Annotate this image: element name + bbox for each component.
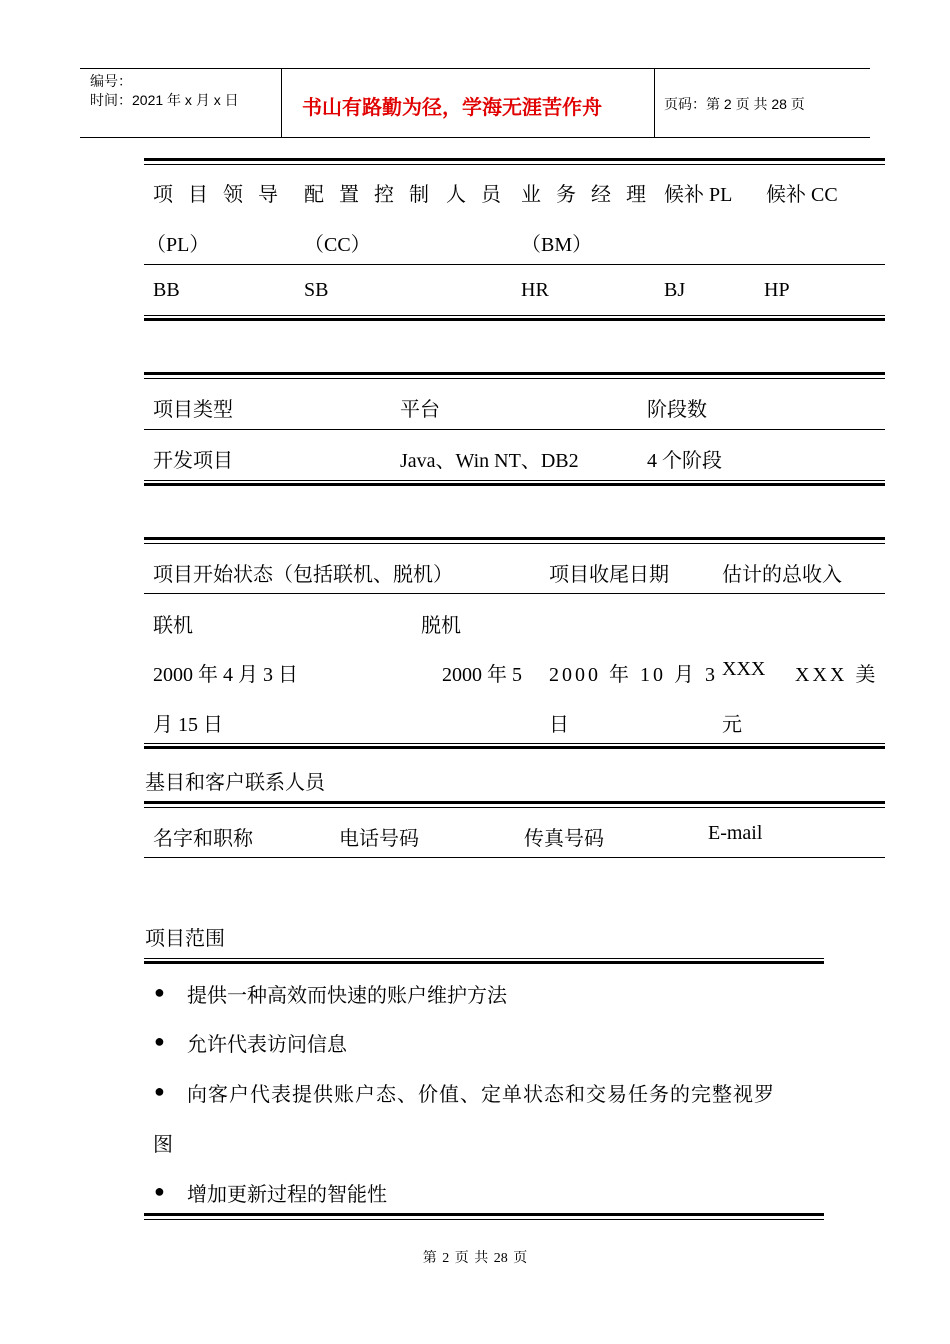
role-name: HP <box>764 279 790 301</box>
scope-rule <box>144 958 824 959</box>
table-rule <box>144 315 885 316</box>
table-rule <box>144 158 885 161</box>
table-rule <box>144 857 885 858</box>
page-footer: 第 2 页 共 28 页 <box>422 1251 528 1266</box>
bullet-icon: ● <box>154 982 165 1002</box>
table-rule <box>144 318 885 321</box>
scope-item-wrap: 图 <box>153 1134 173 1156</box>
role-alt-cc: 候补 CC <box>766 184 838 206</box>
scope-rule <box>144 1213 824 1216</box>
table-rule <box>144 372 885 375</box>
role-pl: 项 目 领 导 <box>153 184 283 206</box>
role-name: BJ <box>664 279 686 301</box>
phases-header: 阶段数 <box>647 399 707 421</box>
contact-email-header: E-mail <box>708 822 763 844</box>
online-date: 2000 年 4 月 3 日 <box>153 664 298 686</box>
online-label: 联机 <box>153 615 193 637</box>
phases-value: 4 个阶段 <box>647 450 722 472</box>
platform-header: 平台 <box>400 399 440 421</box>
table-rule <box>144 264 885 265</box>
table-rule <box>144 746 885 749</box>
close-date-cont: 日 <box>549 714 569 736</box>
scope-title: 项目范围 <box>145 928 225 950</box>
scope-item: 允许代表访问信息 <box>187 1034 347 1056</box>
role-alt-pl: 候补 PL <box>664 184 733 206</box>
bullet-icon: ● <box>154 1081 165 1101</box>
table-rule <box>144 164 885 165</box>
table-rule <box>144 378 885 379</box>
bullet-icon: ● <box>154 1181 165 1201</box>
scope-item: 增加更新过程的智能性 <box>187 1184 387 1206</box>
header-time-label: 时间：2021 年 x 月 x 日 <box>90 92 239 108</box>
offline-label: 脱机 <box>421 615 461 637</box>
role-name: SB <box>304 279 329 301</box>
table-rule <box>144 480 885 481</box>
scope-item: 提供一种高效而快速的账户维护方法 <box>187 985 507 1007</box>
header-motto: 书山有路勤为径，学海无涯苦作舟 <box>302 97 602 119</box>
close-date: 2000 年 10 月 3 <box>549 664 718 686</box>
role-bm-abbr: （BM） <box>521 234 593 256</box>
table-rule <box>144 593 885 594</box>
role-pl-abbr: （PL） <box>146 234 210 256</box>
revenue-cont: 元 <box>722 714 742 736</box>
header-divider <box>281 69 282 137</box>
scope-rule <box>144 1219 824 1220</box>
header-number-label: 编号： <box>90 73 132 89</box>
table-rule <box>144 807 885 808</box>
role-staff: 人 员 <box>446 184 506 206</box>
bullet-icon: ● <box>154 1031 165 1051</box>
project-type-header: 项目类型 <box>153 399 233 421</box>
scope-item: 向客户代表提供账户态、价值、定单状态和交易任务的完整视罗 <box>187 1084 775 1106</box>
role-name: BB <box>153 279 180 301</box>
revenue-b: XXX 美 <box>795 664 879 686</box>
project-type-value: 开发项目 <box>153 450 233 472</box>
role-name: HR <box>521 279 549 301</box>
table-rule <box>144 743 885 744</box>
scope-rule <box>144 961 824 964</box>
table-rule <box>144 801 885 804</box>
contact-phone-header: 电话号码 <box>339 828 419 850</box>
revenue-header: 估计的总收入 <box>722 564 842 586</box>
platform-value: Java、Win NT、DB2 <box>400 450 579 472</box>
table-rule <box>144 543 885 544</box>
role-cc: 配 置 控 制 <box>304 184 434 206</box>
header-page-info: 页码：第 2 页 共 28 页 <box>664 96 805 112</box>
offline-date: 2000 年 5 <box>442 664 522 686</box>
role-bm: 业 务 经 理 <box>521 184 651 206</box>
contact-name-header: 名字和职称 <box>153 828 253 850</box>
contact-fax-header: 传真号码 <box>524 828 604 850</box>
role-cc-abbr: （CC） <box>304 234 371 256</box>
table-rule <box>144 537 885 540</box>
revenue-a: XXX <box>722 658 766 680</box>
header-divider <box>654 69 655 137</box>
table-rule <box>144 483 885 486</box>
start-status-header: 项目开始状态（包括联机、脱机） <box>153 564 453 586</box>
offline-date-cont: 月 15 日 <box>153 714 223 736</box>
table-rule <box>144 429 885 430</box>
contacts-title: 基目和客户联系人员 <box>145 772 325 794</box>
close-date-header: 项目收尾日期 <box>549 564 669 586</box>
